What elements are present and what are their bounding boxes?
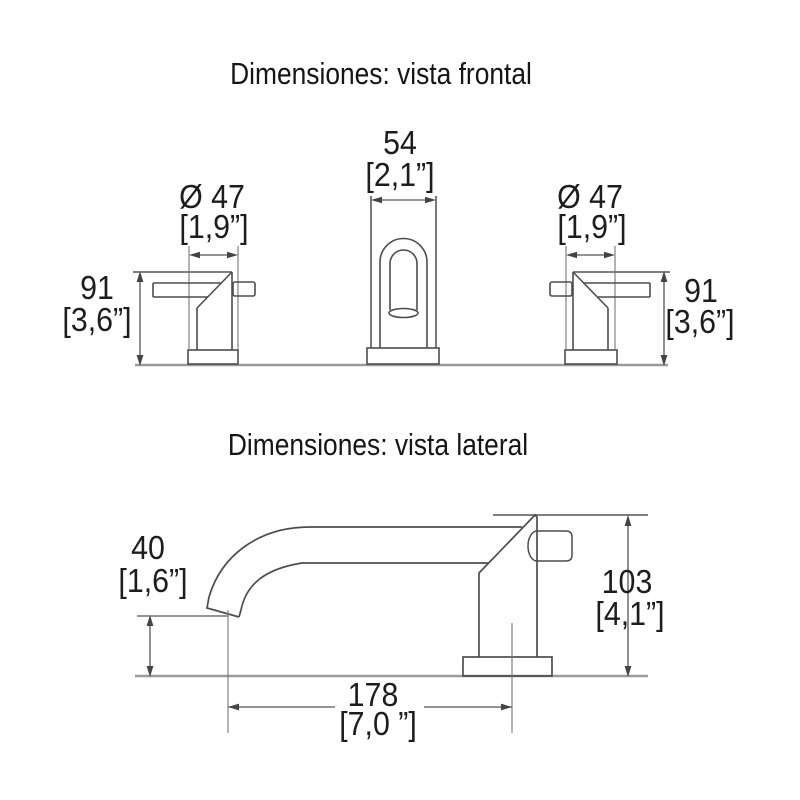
arrow-left-icon [228,704,239,711]
side-body [479,515,537,657]
front-spout-inner-arch [390,250,417,310]
side-total-height-mm-label: 103 [601,563,653,600]
side-handle-lever [537,531,572,561]
arrow-left-icon [566,252,577,258]
side-spout-inner-edge [239,563,489,617]
arrow-left-icon [371,197,382,203]
front-spout-width-in-label: [2,1”] [365,156,435,193]
front-spout-width-mm-label: 54 [383,124,417,161]
front-left-handle [153,272,255,364]
front-right-height-in-label: [3,6”] [665,303,735,340]
front-left-handle-nub [233,282,255,296]
side-handle [528,531,572,561]
front-left-height-mm-label: 91 [80,269,114,306]
front-left-handle-base [188,350,238,364]
side-handle-cap [528,531,537,561]
arrow-up-icon [625,515,632,526]
side-total-height-in-label: [4,1”] [595,595,665,632]
front-right-handle-nub [550,282,572,296]
arrow-right-icon [227,252,238,258]
front-right-handle [550,272,650,364]
front-right-dia-mm-label: Ø 47 [557,178,623,215]
front-right-handle-base [565,350,617,364]
front-left-dia-mm-label: Ø 47 [179,178,245,215]
front-left-height-in-label: [3,6”] [62,301,132,338]
side-body-base [463,657,552,676]
front-spout-outer-arch [380,239,427,349]
side-reach-mm-label: 178 [347,676,399,713]
front-view-title: Dimensiones: vista frontal [230,56,532,91]
side-view-title: Dimensiones: vista lateral [227,427,529,462]
front-spout-outlet [389,309,418,318]
arrow-up-icon [147,615,154,626]
side-spout [207,527,522,617]
front-left-dia-in-label: [1,9”] [179,208,249,245]
arrow-right-icon [425,197,436,203]
front-right-dia-in-label: [1,9”] [557,208,627,245]
front-spout-base [367,348,439,364]
front-spout [367,239,439,365]
side-outlet-height-in-label: [1,6”] [118,562,188,599]
side-spout-outer-edge [207,527,522,617]
side-reach-in-label: [7,0 ”] [339,705,417,742]
arrow-right-icon [604,252,615,258]
arrow-right-icon [501,704,512,711]
side-outlet-height-mm-label: 40 [131,529,165,566]
arrow-left-icon [189,252,200,258]
front-right-height-mm-label: 91 [684,272,718,309]
